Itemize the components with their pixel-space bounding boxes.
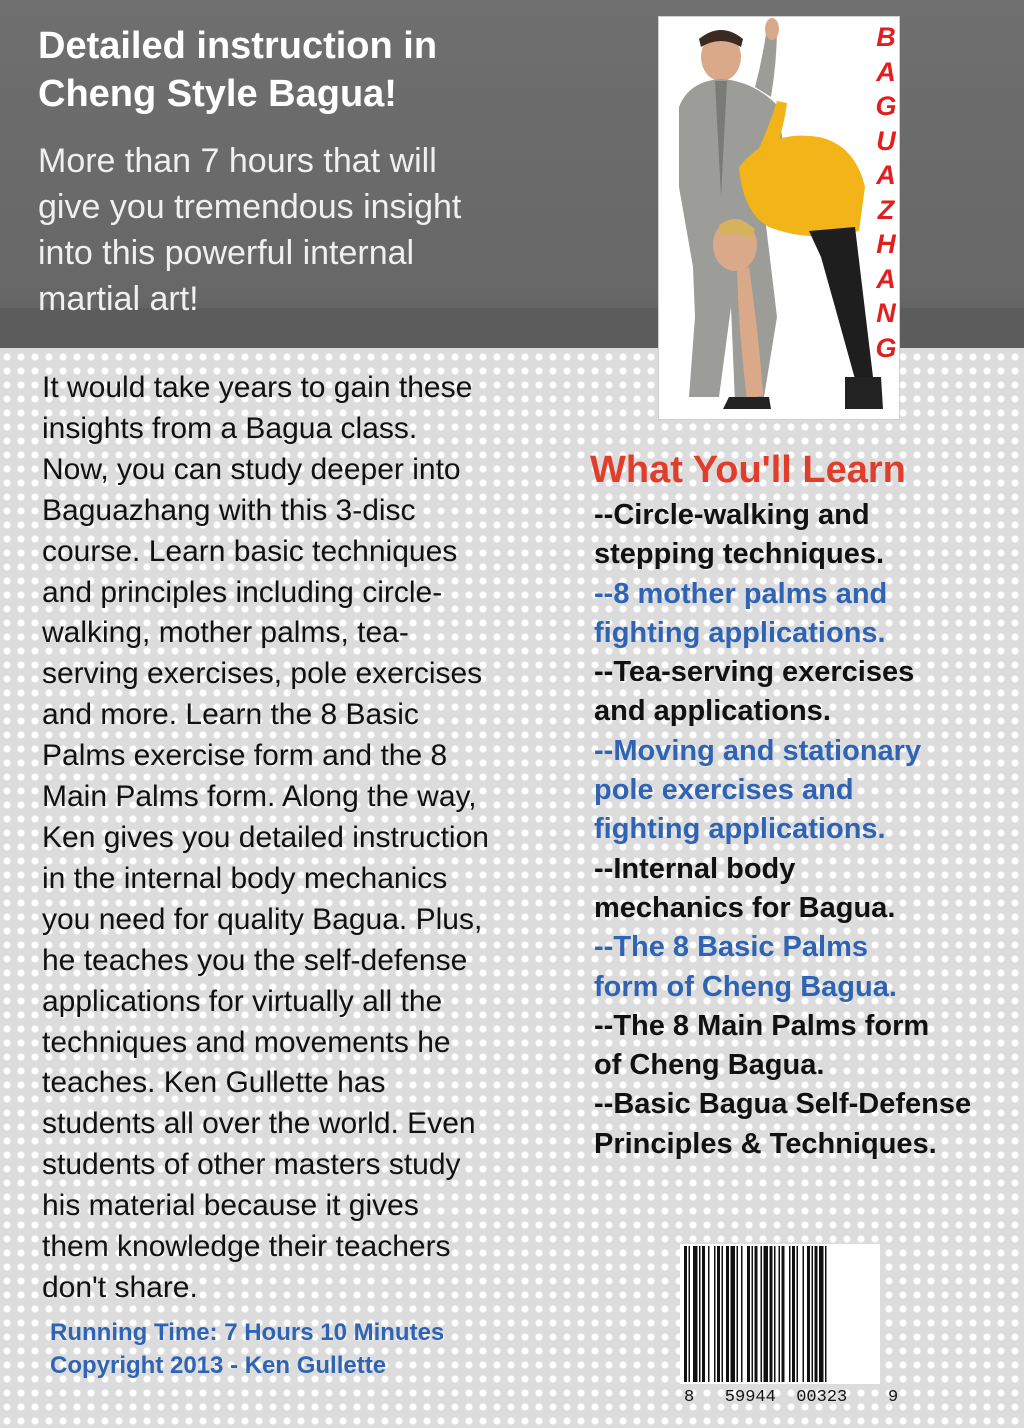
description-line: Baguazhang with this 3-disc [42,493,416,527]
copyright: Copyright 2013 - Ken Gullette [50,1352,387,1379]
description-line: course. Learn basic techniques [42,534,458,568]
description-line: and more. Learn the 8 Basic [42,698,419,732]
barcode-bar [741,1246,743,1382]
barcode-bar [807,1246,810,1382]
learn-item: --Tea-serving exercises and applications. [594,656,915,728]
barcode-bar [699,1246,701,1382]
barcode-bar [714,1246,716,1382]
barcode-bars [680,1244,880,1384]
barcode-bar [812,1246,814,1382]
description-line: applications for virtually all the [42,984,443,1018]
description-line: Now, you can study deeper into [42,452,461,486]
barcode-bar [782,1246,785,1382]
description-line: walking, mother palms, tea- [42,616,409,650]
barcode-bar [726,1246,729,1382]
learn-list [594,496,1024,1164]
description-line: students all over the world. Even [42,1107,476,1141]
description-line: them knowledge their teachers [42,1230,451,1264]
barcode-bar [770,1246,773,1382]
learn-heading: What You'll Learn [590,449,906,491]
barcode-bar [702,1246,705,1382]
barcode-bar [815,1246,818,1382]
description-line: Ken gives you detailed instruction [42,820,489,854]
barcode-bar [774,1246,776,1382]
description-line: he teaches you the self-defense [42,943,468,977]
description-line: and principles including circle- [42,575,443,609]
barcode-bar [717,1246,720,1382]
barcode-bar [689,1246,691,1382]
description-text [42,368,587,1309]
vertical-title-letter: G [875,332,897,363]
barcode-bar [779,1246,781,1382]
headline [38,22,638,118]
vertical-title-letter: G [875,91,897,121]
learn-item: --The 8 Main Palms form of Cheng Bagua. [594,1009,930,1082]
barcode-bar [752,1246,754,1382]
description-line: don't share. [42,1270,198,1304]
barcode-bar [803,1246,805,1382]
vertical-title-letter: B [876,22,896,52]
barcode-bar [825,1246,827,1382]
barcode-bar [737,1246,739,1382]
subhead [38,138,638,322]
barcode [680,1244,880,1384]
subhead-line: More than 7 hours that will [38,142,437,180]
learn-item: --Moving and stationary pole exercises and fighting applications. [594,734,922,846]
vertical-title-letter: A [876,56,896,87]
description-line: serving exercises, pole exercises [42,657,483,691]
subhead-line: give you tremendous insight [38,188,462,226]
description-line: his material because it gives [42,1189,419,1223]
vertical-title-letter: A [876,160,896,190]
headline-line: Detailed instruction in [38,25,438,67]
barcode-bar [761,1246,763,1382]
description-line: in the internal body mechanics [42,861,448,895]
learn-item: --8 mother palms and fighting applications. [594,577,888,649]
description-line: Palms exercise form and the 8 [42,739,448,773]
running-time: Running Time: 7 Hours 10 Minutes [50,1319,445,1346]
vertical-title-letter: U [876,125,896,156]
vertical-title-letter: Z [877,194,895,225]
instructor-photo [658,16,900,420]
barcode-bar [722,1246,724,1382]
description-line: teaches. Ken Gullette has [42,1066,386,1100]
vertical-title-letter: A [876,263,896,294]
subhead-line: martial art! [38,280,199,318]
barcode-bar [693,1246,698,1382]
barcode-bar [819,1246,824,1382]
barcode-bar [731,1246,736,1382]
barcode-bar [764,1246,769,1382]
instructor-photo-illustration [659,17,899,419]
description-line: techniques and movements he [42,1025,451,1059]
description-line: insights from a Bagua class. [42,411,418,445]
barcode-digits: 8 59944 00323 9 [684,1388,899,1407]
headline-line: Cheng Style Bagua! [38,73,397,115]
barcode-bar [792,1246,795,1382]
description-line: Main Palms form. Along the way, [42,780,477,814]
description-line: you need for quality Bagua. Plus, [42,902,483,936]
vertical-title [866,20,906,365]
learn-item: --Internal body mechanics for Bagua. [594,852,896,924]
subhead-line: into this powerful internal [38,234,415,272]
learn-item: --Basic Bagua Self-Defense Principles & Techniques. [594,1088,972,1160]
barcode-bar [684,1246,687,1382]
barcode-bar [789,1246,791,1382]
description-line: students of other masters study [42,1148,461,1182]
learn-item: --The 8 Basic Palms form of Cheng Bagua. [594,931,897,1003]
vertical-title-letter: H [876,229,896,259]
learn-item: --Circle-walking and stepping techniques. [594,499,885,571]
description-line: It would take years to gain these [42,371,473,404]
credits [50,1316,570,1382]
barcode-bar [747,1246,750,1382]
barcode-bar [755,1246,758,1382]
vertical-title-letter: N [876,298,896,328]
barcode-bar [708,1246,710,1382]
barcode-bar [797,1246,799,1382]
